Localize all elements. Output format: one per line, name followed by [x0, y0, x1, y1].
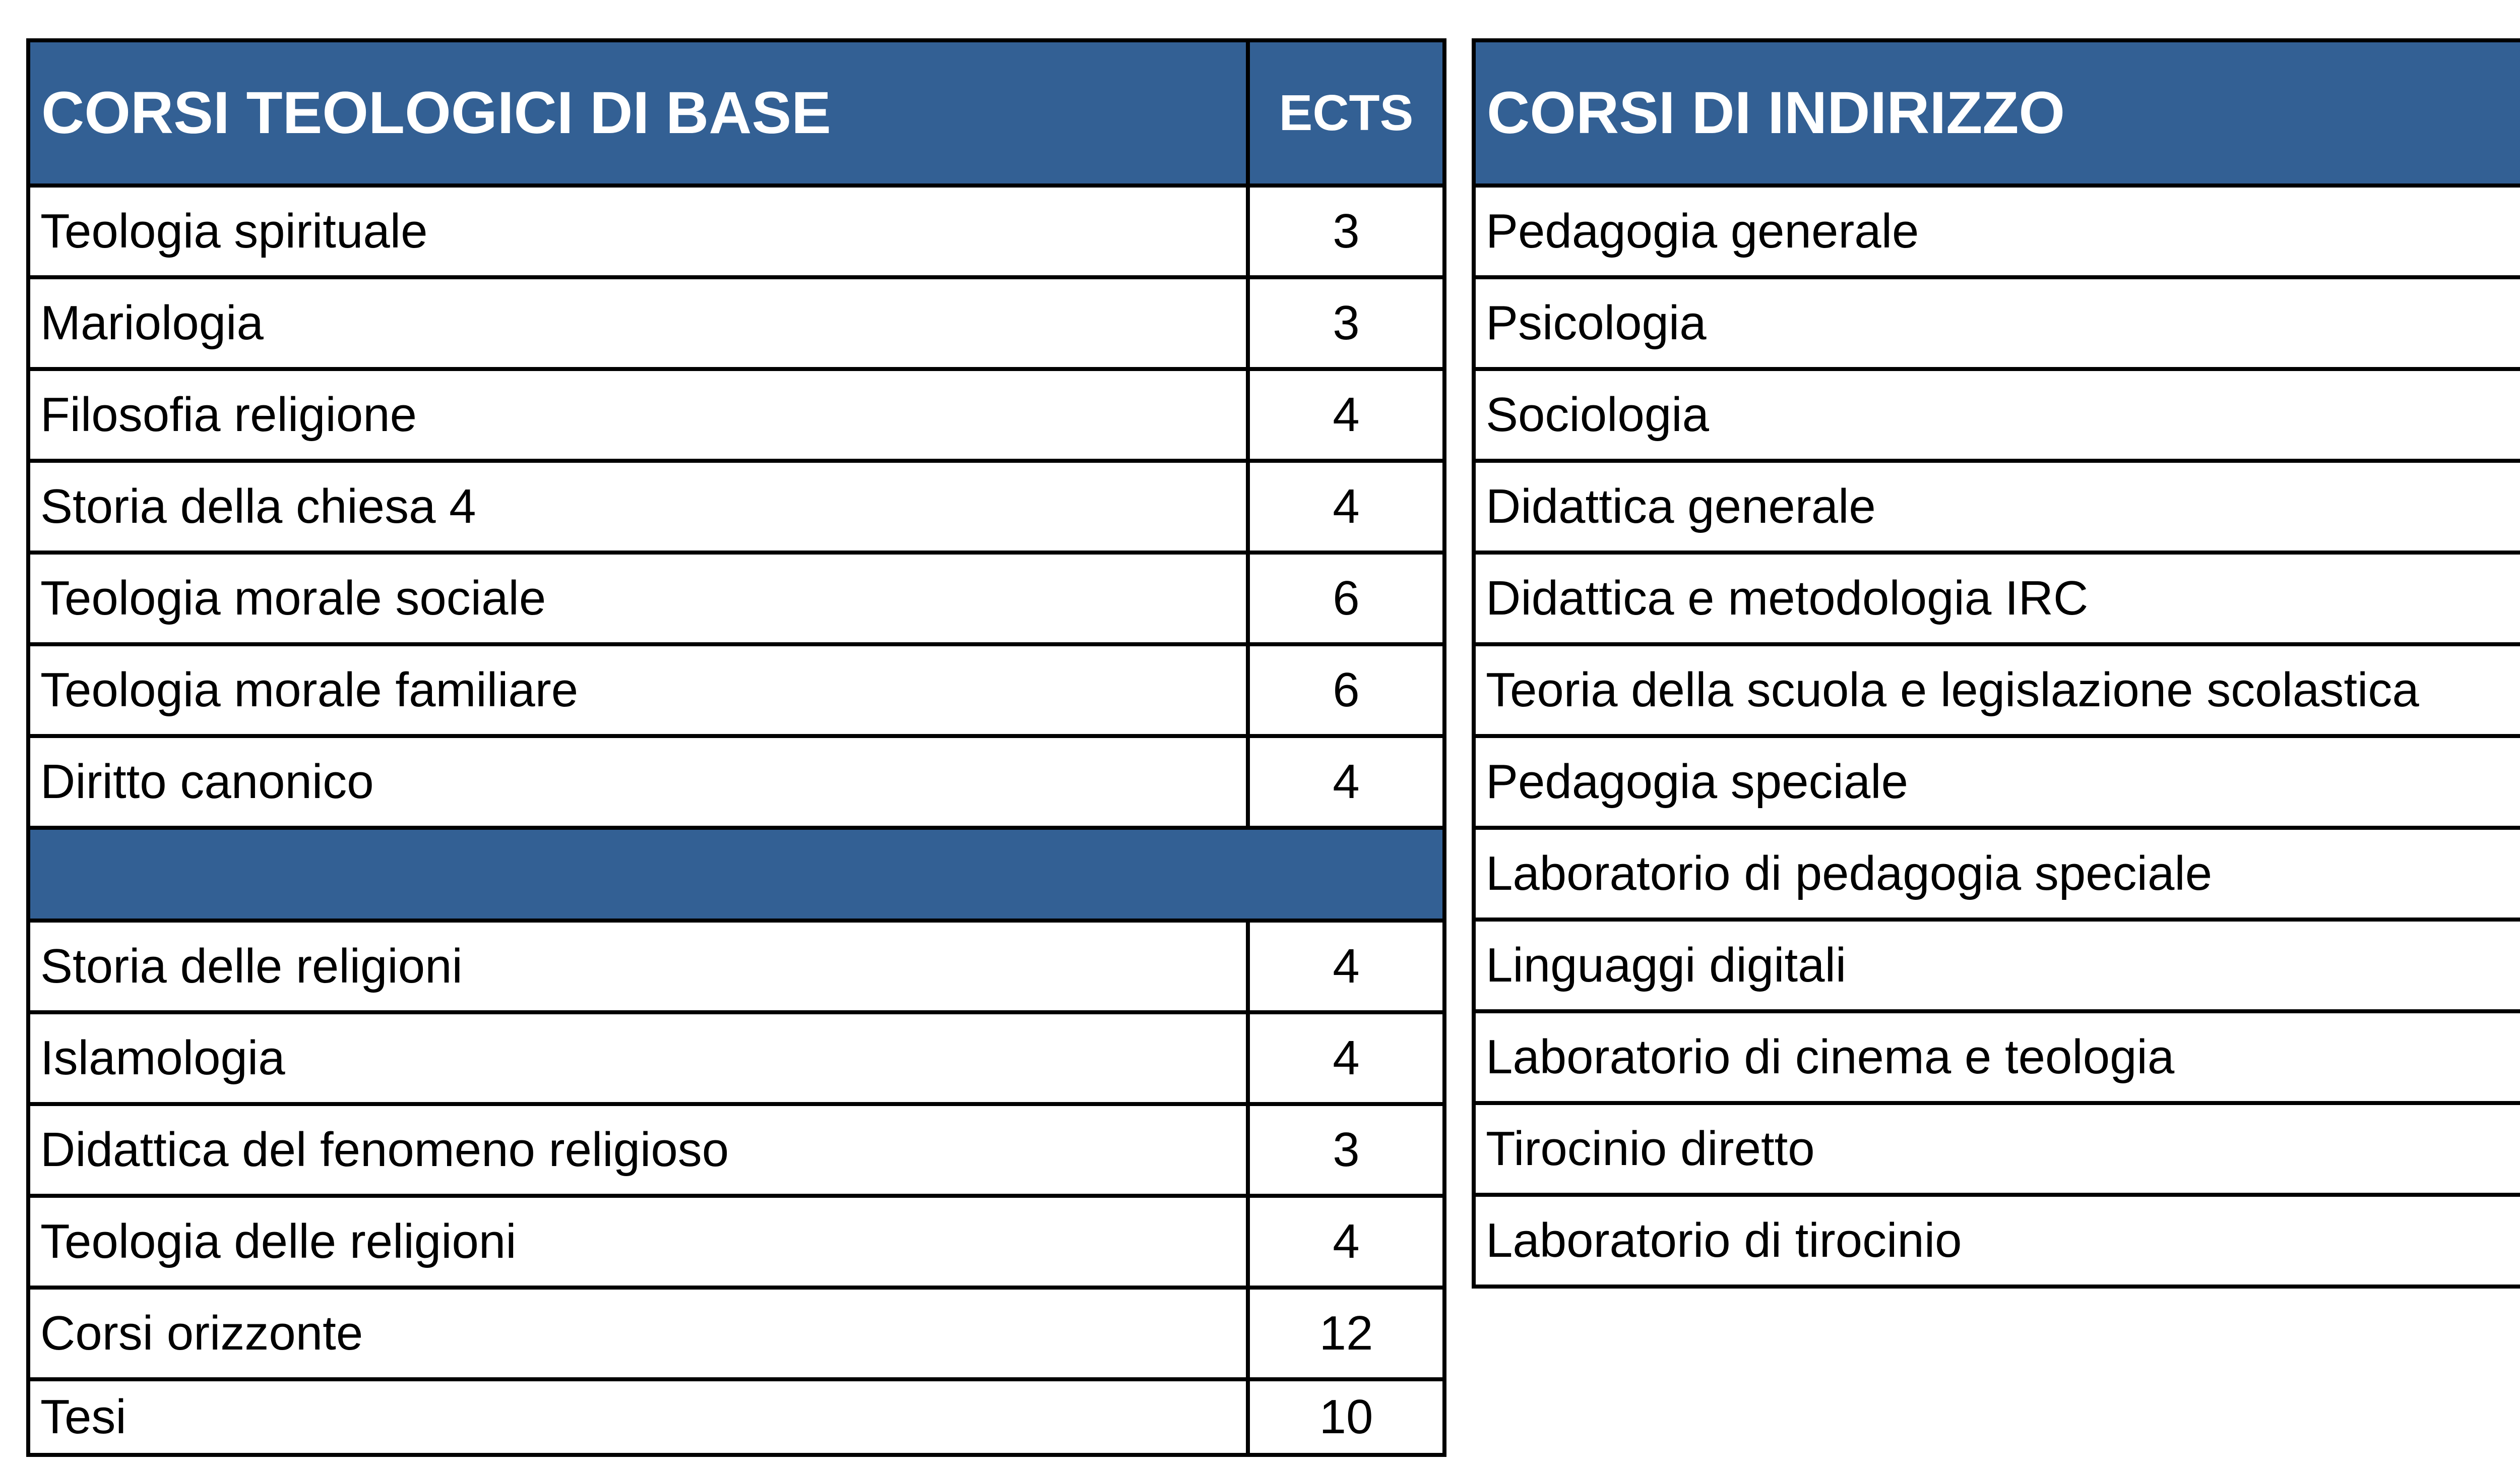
section-divider-band: [28, 828, 1444, 921]
course-ects: 3: [1248, 1104, 1444, 1196]
course-ects: 4: [1248, 1196, 1444, 1288]
table-row: [28, 369, 1444, 461]
course-name: Teologia delle religioni: [28, 1196, 1248, 1288]
course-ects: 4: [1248, 1012, 1444, 1104]
course-ects: 4: [1248, 461, 1444, 553]
course-name: Linguaggi digitali: [1474, 920, 2520, 1011]
course-name: Storia delle religioni: [28, 921, 1248, 1012]
table-row: [1474, 1103, 2520, 1195]
course-ects: 3: [1248, 277, 1444, 369]
table-row: [1474, 1195, 2520, 1287]
table-row: [28, 1379, 1444, 1455]
course-name: Pedagogia generale: [1474, 186, 2520, 277]
course-name: Teologia spirituale: [28, 186, 1248, 277]
table-header-row: [28, 40, 1444, 186]
table-row: [28, 644, 1444, 736]
course-name: Tesi: [28, 1379, 1248, 1455]
table-row: [1474, 461, 2520, 553]
table-row: [28, 921, 1444, 1012]
course-name: Islamologia: [28, 1012, 1248, 1104]
table-row: [1474, 1011, 2520, 1103]
table-row: [28, 553, 1444, 644]
ects-column-header: ECTS: [1248, 40, 1444, 186]
course-name: Laboratorio di tirocinio: [1474, 1195, 2520, 1287]
specialization-courses-title: CORSI DI INDIRIZZO: [1474, 40, 2520, 186]
specialization-courses-table: [1472, 38, 2520, 1289]
course-name: Sociologia: [1474, 369, 2520, 461]
table-row: [28, 736, 1444, 828]
course-ects: 3: [1248, 186, 1444, 277]
table-row: [1474, 644, 2520, 736]
course-name: Laboratorio di cinema e teologia: [1474, 1011, 2520, 1103]
course-name: Teoria della scuola e legislazione scolastica: [1474, 644, 2520, 736]
course-ects: 6: [1248, 553, 1444, 644]
base-courses-title: CORSI TEOLOGICI DI BASE: [28, 40, 1248, 186]
table-row: [28, 461, 1444, 553]
course-name: Mariologia: [28, 277, 1248, 369]
course-name: Pedagogia speciale: [1474, 736, 2520, 828]
course-ects: 4: [1248, 369, 1444, 461]
course-ects: 4: [1248, 736, 1444, 828]
course-ects: 10: [1248, 1379, 1444, 1455]
base-courses-table: [26, 38, 1446, 1457]
table-row: [1474, 277, 2520, 369]
table-row: [1474, 736, 2520, 828]
table-row: [1474, 828, 2520, 920]
table-row: [1474, 186, 2520, 277]
course-name: Didattica e metodologia IRC: [1474, 553, 2520, 644]
course-name: Didattica del fenomeno religioso: [28, 1104, 1248, 1196]
table-row: [28, 277, 1444, 369]
course-name: Diritto canonico: [28, 736, 1248, 828]
course-name: Psicologia: [1474, 277, 2520, 369]
table-row: [28, 1288, 1444, 1379]
table-row: [28, 186, 1444, 277]
table-header-row: [1474, 40, 2520, 186]
course-name: Filosofia religione: [28, 369, 1248, 461]
table-row: [28, 1196, 1444, 1288]
course-name: Teologia morale sociale: [28, 553, 1248, 644]
course-ects: 12: [1248, 1288, 1444, 1379]
course-name: Didattica generale: [1474, 461, 2520, 553]
table-row: [28, 1104, 1444, 1196]
section-divider-cell: [28, 828, 1444, 921]
table-row: [1474, 920, 2520, 1011]
course-name: Storia della chiesa 4: [28, 461, 1248, 553]
course-name: Corsi orizzonte: [28, 1288, 1248, 1379]
course-ects: 4: [1248, 921, 1444, 1012]
course-ects: 6: [1248, 644, 1444, 736]
course-name: Laboratorio di pedagogia speciale: [1474, 828, 2520, 920]
course-name: Tirocinio diretto: [1474, 1103, 2520, 1195]
course-name: Teologia morale familiare: [28, 644, 1248, 736]
table-row: [28, 1012, 1444, 1104]
table-row: [1474, 369, 2520, 461]
table-row: [1474, 553, 2520, 644]
